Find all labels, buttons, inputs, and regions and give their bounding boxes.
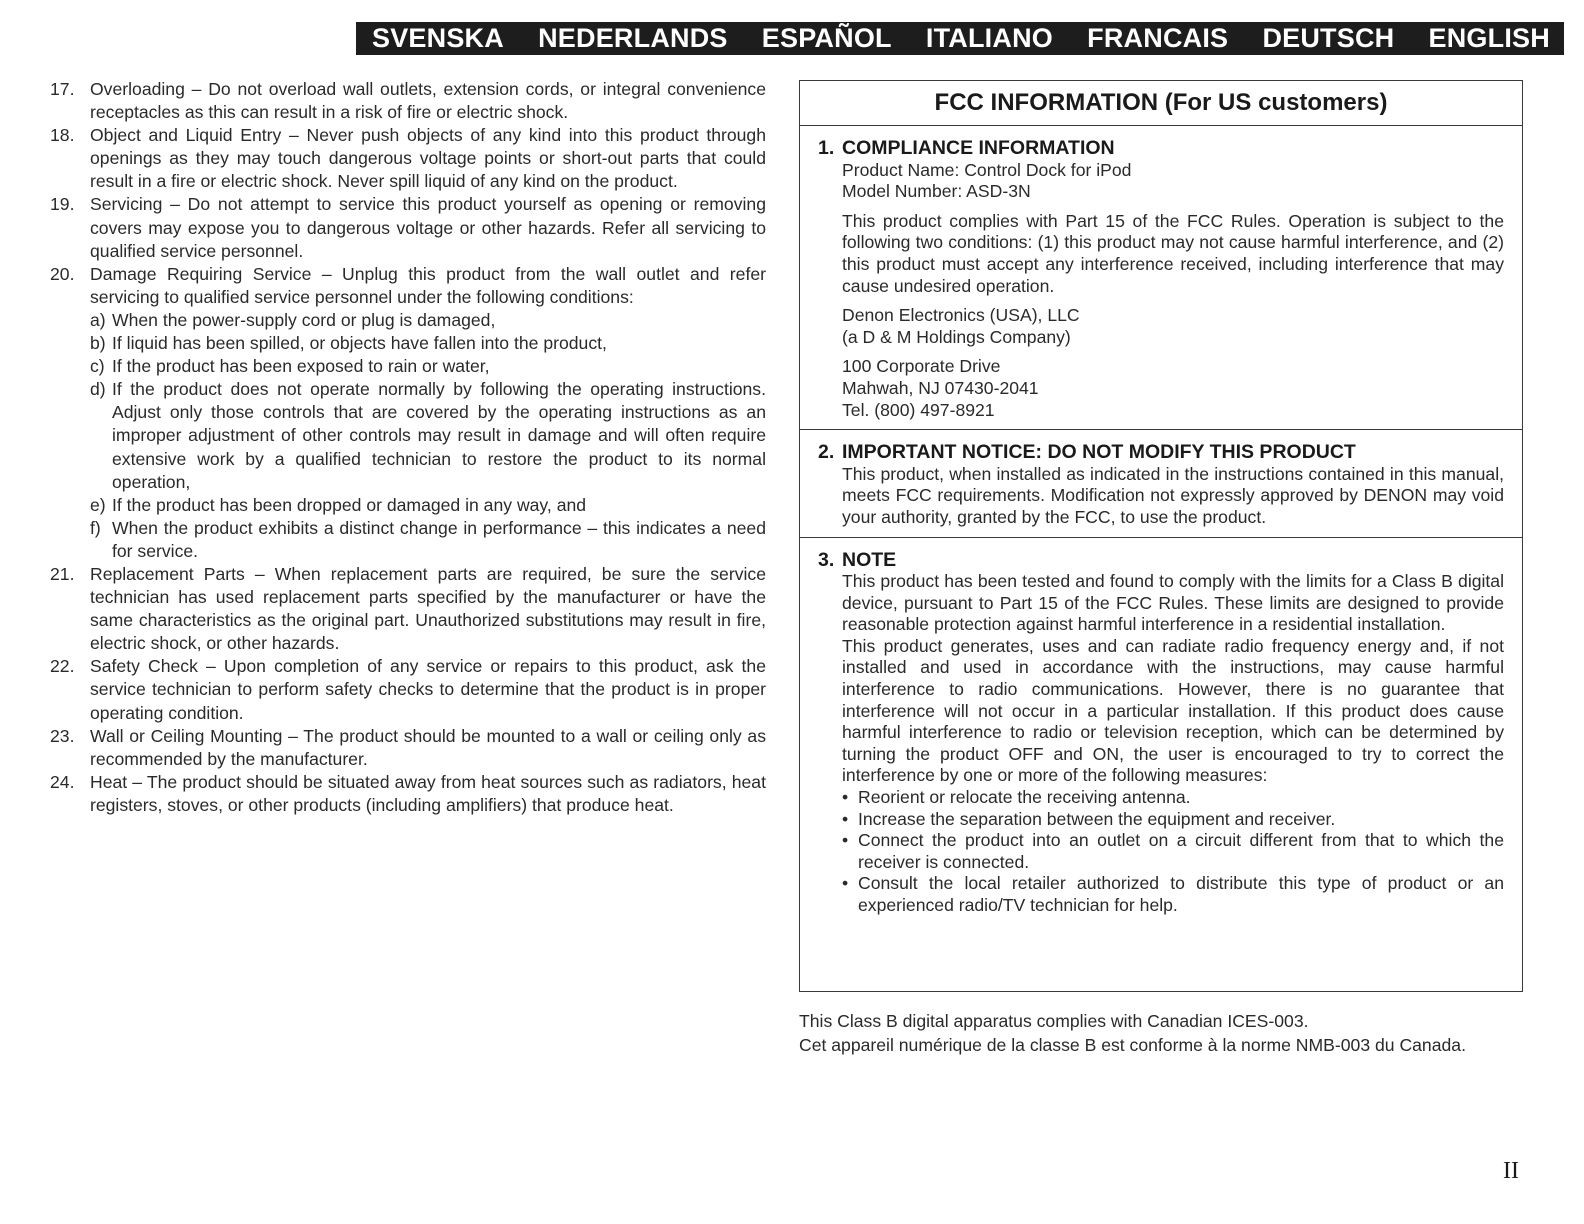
condition-c bbox=[90, 355, 766, 378]
condition-text: If the product does not operate normally by following the operating instructions. Adjust only those controls that are covered by the operating instructions as an improper adjustment of other controls may result in damage and will often require extensive work by a qualified technician to restore the product to its normal operation, bbox=[112, 379, 766, 492]
condition-d bbox=[90, 378, 766, 493]
bullet-icon: • bbox=[842, 787, 849, 808]
safety-instructions-list bbox=[50, 78, 766, 817]
condition-letter: d) bbox=[90, 379, 106, 400]
condition-a bbox=[90, 309, 766, 332]
lang-tab-espanol[interactable]: ESPAÑOL bbox=[761, 23, 892, 53]
item-number: 23. bbox=[50, 725, 75, 746]
lang-tab-nederlands[interactable]: NEDERLANDS bbox=[538, 23, 728, 53]
measure-text: Connect the product into an outlet on a circuit different from that to which the receiver is connected. bbox=[858, 830, 1504, 872]
item-text: Object and Liquid Entry – Never push objects of any kind into this product through openings as they may touch dangerous voltage points or short-out parts that could result in a fire or electric shock. Never spill liquid of any kind on the product. bbox=[90, 125, 766, 192]
section-body bbox=[818, 160, 1504, 422]
condition-letter: e) bbox=[90, 494, 106, 515]
model-number: Model Number: ASD-3N bbox=[842, 181, 1031, 202]
product-name: Product Name: Control Dock for iPod bbox=[842, 159, 1132, 180]
item-text: Safety Check – Upon completion of any service or repairs to this product, ask the service technician to perform safety checks to determine that the product is in proper operating condition. bbox=[90, 656, 766, 723]
item-text: Wall or Ceiling Mounting – The product should be mounted to a wall or ceiling only as recommended by the manufacturer. bbox=[90, 725, 766, 769]
condition-text: If liquid has been spilled, or objects have fallen into the product, bbox=[112, 333, 607, 354]
condition-letter: a) bbox=[90, 309, 106, 330]
section-body bbox=[818, 571, 1504, 917]
measure-item bbox=[842, 873, 1504, 916]
condition-text: If the product has been exposed to rain or water, bbox=[112, 356, 490, 377]
condition-text: If the product has been dropped or damaged in any way, and bbox=[112, 494, 587, 515]
condition-b bbox=[90, 332, 766, 355]
measure-text: Increase the separation between the equipment and receiver. bbox=[858, 808, 1336, 829]
safety-item-24 bbox=[50, 771, 766, 817]
item-number: 24. bbox=[50, 771, 75, 792]
item-text: Damage Requiring Service – Unplug this product from the wall outlet and refer servicing to qualified service personnel under the following conditions: bbox=[90, 263, 766, 307]
section-title: NOTE bbox=[842, 548, 897, 571]
section-number: 2. bbox=[818, 441, 835, 464]
item-text: Servicing – Do not attempt to service this product yourself as opening or removing covers may expose you to dangerous voltage or other hazards. Refer all servicing to qualified service personnel. bbox=[90, 194, 766, 261]
safety-item-20 bbox=[50, 263, 766, 563]
telephone: Tel. (800) 497-8921 bbox=[842, 399, 995, 420]
measure-item bbox=[842, 787, 1504, 809]
safety-item-19 bbox=[50, 193, 766, 262]
condition-text: When the product exhibits a distinct change in performance – this indicates a need for service. bbox=[112, 517, 766, 561]
item-number: 18. bbox=[50, 125, 75, 146]
lang-tab-svenska[interactable]: SVENSKA bbox=[372, 23, 504, 53]
canadian-compliance bbox=[799, 1010, 1523, 1057]
item-text: Overloading – Do not overload wall outlets, extension cords, or integral convenience receptacles as this can result in a risk of fire or electric shock. bbox=[90, 79, 766, 123]
language-tab-bar bbox=[356, 22, 1564, 55]
item-text: Replacement Parts – When replacement parts are required, be sure the service technician has used replacement parts specified by the manufacturer or have the same characteristics as the original part. Unauthorized substitutions may result in fire, electric shock, or other hazards. bbox=[90, 563, 766, 654]
item-number: 22. bbox=[50, 656, 75, 677]
section-heading bbox=[818, 442, 1504, 464]
measure-text: Reorient or relocate the receiving antenna. bbox=[858, 787, 1191, 808]
lang-tab-deutsch[interactable]: DEUTSCH bbox=[1262, 23, 1395, 53]
bullet-icon: • bbox=[842, 830, 849, 851]
condition-letter: f) bbox=[90, 517, 101, 538]
section-title: IMPORTANT NOTICE: DO NOT MODIFY THIS PRODUCT bbox=[842, 441, 1356, 464]
safety-item-17 bbox=[50, 78, 766, 124]
item-body bbox=[90, 263, 766, 563]
fcc-section-note bbox=[800, 537, 1522, 925]
item-number: 17. bbox=[50, 79, 75, 99]
section-heading bbox=[818, 138, 1504, 160]
canada-english: This Class B digital apparatus complies with Canadian ICES-003. bbox=[799, 1011, 1309, 1031]
condition-letter: c) bbox=[90, 356, 105, 377]
item-number: 20. bbox=[50, 263, 75, 284]
fcc-information-box bbox=[799, 80, 1523, 992]
safety-item-22 bbox=[50, 655, 766, 724]
compliance-statement: This product complies with Part 15 of the FCC Rules. Operation is subject to the following two conditions: (1) this product may not cause harmful interference, and (2) this product must accept any interference received, including interference that may cause undesired operation. bbox=[842, 210, 1504, 296]
measure-item bbox=[842, 809, 1504, 831]
fcc-section-important-notice bbox=[800, 429, 1522, 536]
page-number: II bbox=[1503, 1158, 1519, 1184]
address-city: Mahwah, NJ 07430-2041 bbox=[842, 377, 1039, 398]
note-paragraph-1: This product has been tested and found to comply with the limits for a Class B digital device, pursuant to Part 15 of the FCC Rules. These limits are designed to provide reasonable protection against harmful interference in a residential installation. bbox=[842, 571, 1504, 635]
measure-item bbox=[842, 830, 1504, 873]
lang-tab-english[interactable]: ENGLISH bbox=[1428, 23, 1550, 53]
section-heading bbox=[818, 550, 1504, 572]
condition-f bbox=[90, 517, 766, 563]
company-parent: (a D & M Holdings Company) bbox=[842, 326, 1071, 347]
safety-item-21 bbox=[50, 563, 766, 655]
section-title: COMPLIANCE INFORMATION bbox=[842, 137, 1115, 159]
section-number: 1. bbox=[818, 137, 835, 159]
item-number: 21. bbox=[50, 563, 75, 584]
item-number: 19. bbox=[50, 194, 75, 215]
condition-letter: b) bbox=[90, 333, 106, 354]
bullet-icon: • bbox=[842, 873, 849, 894]
lang-tab-italiano[interactable]: ITALIANO bbox=[925, 23, 1053, 53]
condition-text: When the power-supply cord or plug is damaged, bbox=[112, 309, 496, 330]
fcc-section-compliance bbox=[800, 126, 1522, 429]
safety-item-23 bbox=[50, 725, 766, 771]
item-text: Heat – The product should be situated away from heat sources such as radiators, heat registers, stoves, or other products (including amplifiers) that produce heat. bbox=[90, 771, 766, 815]
condition-e bbox=[90, 494, 766, 517]
section-number: 3. bbox=[818, 548, 835, 571]
measure-text: Consult the local retailer authorized to distribute this type of product or an experienced radio/TV technician for help. bbox=[858, 873, 1504, 915]
bullet-icon: • bbox=[842, 808, 849, 829]
fcc-title: FCC INFORMATION (For US customers) bbox=[800, 81, 1522, 126]
address-street: 100 Corporate Drive bbox=[842, 356, 1001, 377]
company-name: Denon Electronics (USA), LLC bbox=[842, 305, 1080, 326]
lang-tab-francais[interactable]: FRANCAIS bbox=[1087, 23, 1229, 53]
notice-text: This product, when installed as indicated in the instructions contained in this manual, meets FCC requirements. Modification not expressly approved by DENON may void your authority, granted by the FCC, to use the product. bbox=[842, 463, 1504, 527]
canada-french: Cet appareil numérique de la classe B est conforme à la norme NMB-003 du Canada. bbox=[799, 1034, 1466, 1055]
note-paragraph-2: This product generates, uses and can radiate radio frequency energy and, if not installed and used in accordance with the instructions, may cause harmful interference to radio communications. However, there is no guarantee that interference will not occur in a particular installation. If this product does cause harmful interference to radio or television reception, which can be determined by turning the product OFF and ON, the user is encouraged to try to correct the interference by one or more of the following measures: bbox=[842, 635, 1504, 786]
safety-item-18 bbox=[50, 124, 766, 193]
